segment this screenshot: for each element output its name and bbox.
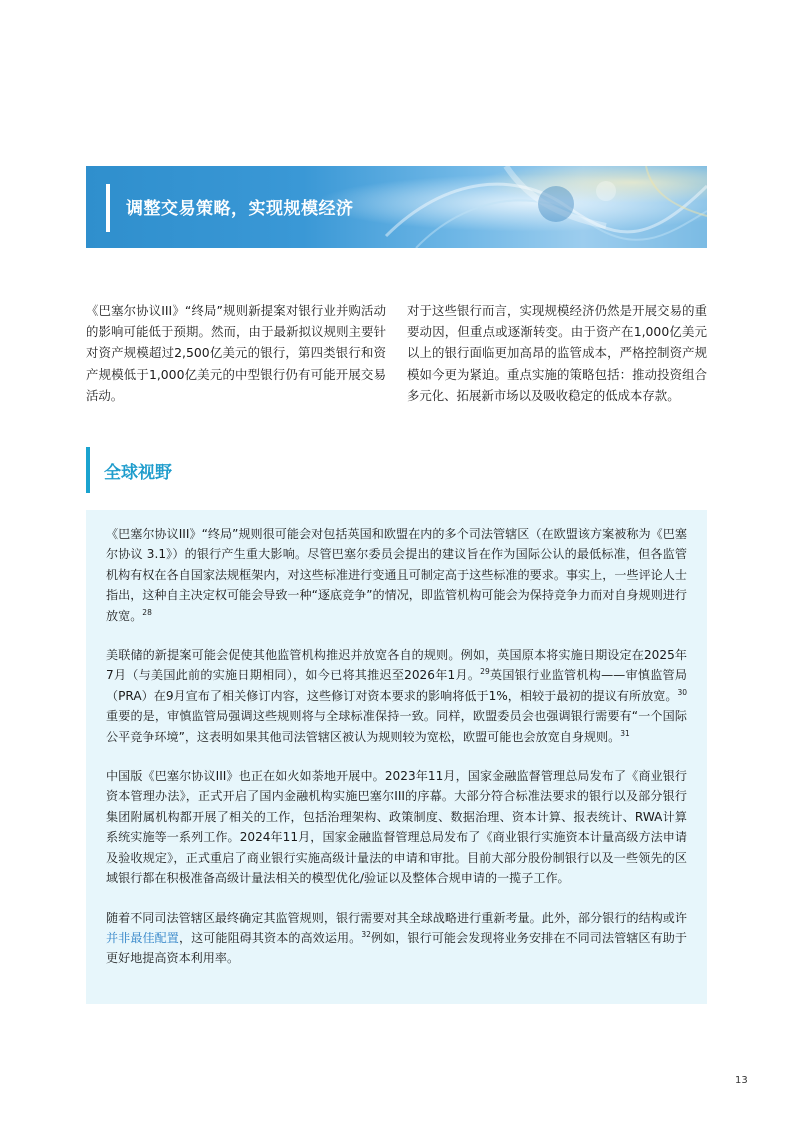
footnote-ref: 32: [361, 929, 371, 939]
banner-accent-bar: [106, 184, 110, 232]
footnote-ref: 30: [677, 687, 687, 697]
paragraph-3: 中国版《巴塞尔协议III》也正在如火如荼地开展中。2023年11月，国家金融监督管理总局发布了《商业银行资本管理办法》，正式开启了国内金融机构实施巴塞尔III的序幕。大部分符合标准法要求的银行以及部分银行集团附属机构都开展了相关的工作，包括治理架构、政策制度、数据治理、资本计算、报表统计、RWA计算系统实施等一系列工作。2024年11月，国家金融监督管理总局发布了《商业银行实施资本计量高级方法申请及验收规定》，正式重启了商业银行实施高级计量法的申请和审批。目前大部分股份制银行以及一些领先的区域银行都在积极准备高级计量法相关的模型优化/验证以及整体合规申请的一揽子工作。: [106, 769, 687, 886]
footnote-ref: 29: [480, 667, 490, 677]
section-accent-bar: [86, 447, 90, 493]
intro-left-column: 《巴塞尔协议III》“终局”规则新提案对银行业并购活动的影响可能低于预期。然而，由于最新拟议规则主要针对资产规模超过2,500亿美元的银行，第四类银行和资产规模低于1,000亿美元的中型银行仍有可能开展交易活动。: [86, 303, 386, 403]
intro-right-column: 对于这些银行而言，实现规模经济仍然是开展交易的重要动因，但重点或逐渐转变。由于资产在1,000亿美元以上的银行面临更加高昂的监管成本，严格控制资产规模如今更为紧迫。重点实施的策略包括：推动投资组合多元化、拓展新市场以及吸收稳定的低成本存款。: [407, 303, 707, 403]
paragraph-4: 随着不同司法管辖区最终确定其监管规则，银行需要对其全球战略进行重新考量。此外，部分银行的结构或许并非最佳配置，这可能阻碍其资本的高效运用。$^{32}$例如，银行可能会发现将业务安排在不同司法管辖区有助于更好地提高资本利用率。: [106, 910, 687, 966]
paragraph-2: 美联储的新提案可能会促使其他监管机构推迟并放宽各自的规则。例如，英国原本将实施日期设定在2025年7月（与美国此前的实施日期相同），如今已将其推迟至2026年1月。$^{29}$英国银行业监管机构——审慎监管局（PRA）在9月宣布了相关修订内容，这些修订对资本要求的影响将低于1%，相较于最初的提议有所放宽。$^{30}$重要的是，审慎监管局强调这些规则将与全球标准保持一致。同样，欧盟委员会也强调银行需要有“一个国际公平竞争环境”，这表明如果其他司法管辖区被认为规则较为宽松，欧盟可能也会放宽自身规则。$^{31}$: [106, 648, 687, 744]
footnote-ref: 31: [620, 728, 630, 738]
banner-title: 调整交易策略，实现规模经济: [126, 199, 354, 219]
paragraph-1: 《巴塞尔协议III》“终局”规则很可能会对包括英国和欧盟在内的多个司法管辖区（在欧盟该方案被称为《巴塞尔协议 3.1》）的银行产生重大影响。尽管巴塞尔委员会提出的建议旨在作为国际公认的最低标准，但各监管机构有权在各自国家法规框架内，对这些标准进行变通且可制定高于这些标准的要求。事实上，一些评论人士指出，这种自主决定权可能会导致一种“逐底竞争”的情况，即监管机构可能会为保持竞争力而对自身规则进行放宽。$^{28}$: [106, 527, 687, 623]
section-banner: [86, 166, 707, 248]
footnote-ref: 28: [142, 607, 152, 617]
inline-link[interactable]: 并非最佳配置: [106, 930, 179, 945]
section-title: 全球视野: [104, 463, 172, 483]
page-number: 13: [735, 1075, 748, 1086]
global-view-box: [86, 510, 707, 1004]
